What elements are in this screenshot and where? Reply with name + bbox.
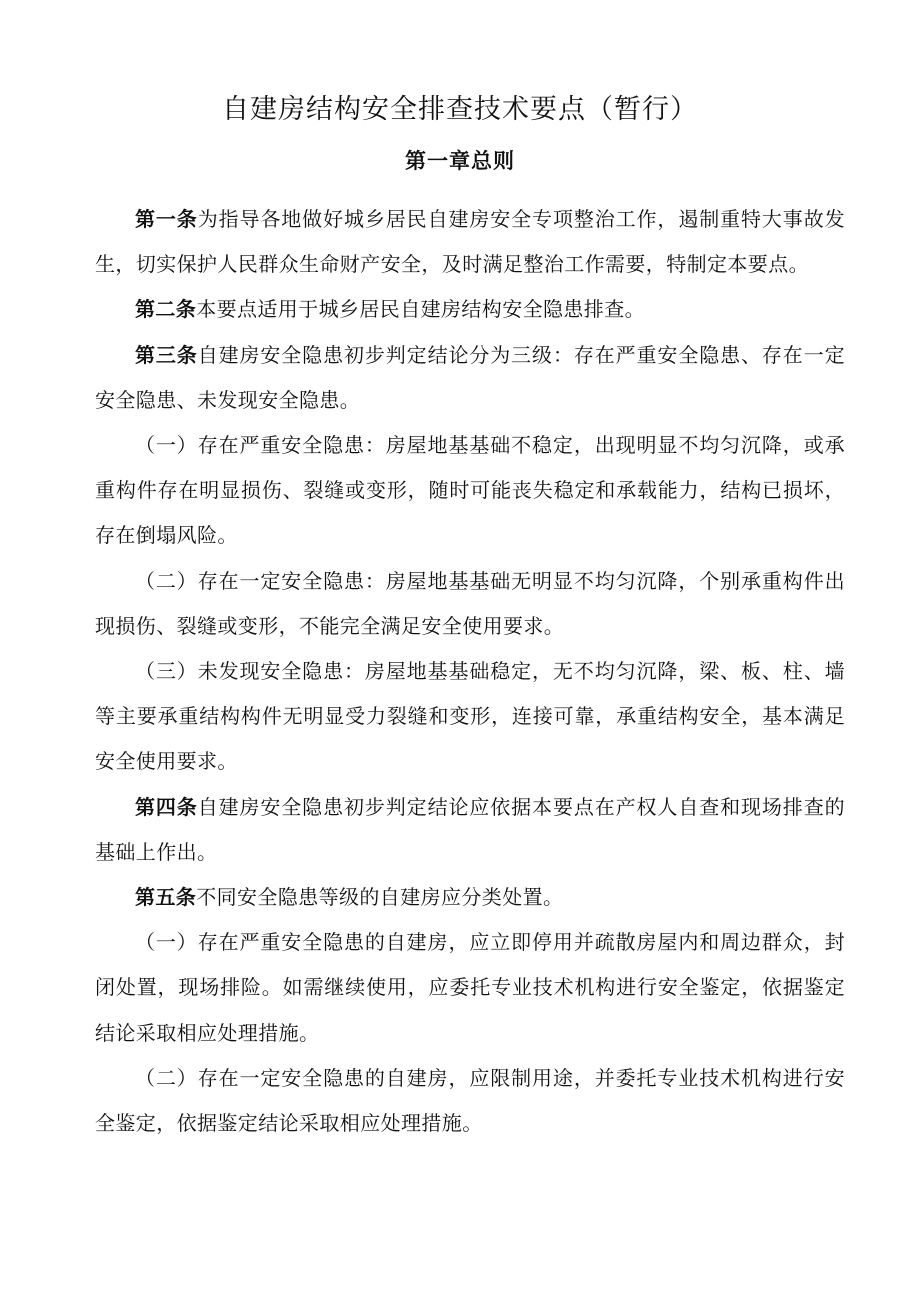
article-label: 第三条 [135, 342, 198, 367]
item-text: （二）存在一定安全隐患的自建房，应限制用途，并委托专业技术机构进行安全鉴定，依据鉴定结论采取相应处理措施。 [95, 1065, 845, 1136]
item-text: （三）未发现安全隐患：房屋地基基础稳定，无不均匀沉降，梁、板、柱、墙等主要承重结构构件无明显受力裂缝和变形，连接可靠，承重结构安全，基本满足安全使用要求。 [95, 659, 845, 774]
article-5-item-2 [95, 1056, 845, 1146]
article-4 [95, 785, 845, 875]
article-3-item-3 [95, 649, 845, 785]
item-text: （二）存在一定安全隐患：房屋地基基础无明显不均匀沉降，个别承重构件出现损伤、裂缝或变形，不能完全满足安全使用要求。 [95, 568, 845, 638]
article-text: 不同安全隐患等级的自建房应分类处置。 [196, 885, 564, 910]
article-3-item-2 [95, 559, 845, 649]
item-text: （一）存在严重安全隐患：房屋地基基础不稳定，出现明显不均匀沉降，或承重构件存在明显损伤、裂缝或变形，随时可能丧失稳定和承载能力，结构已损坏，存在倒塌风险。 [95, 433, 845, 548]
article-text: 自建房安全隐患初步判定结论应依据本要点在产权人自查和现场排查的基础上作出。 [95, 794, 846, 864]
article-label: 第二条 [135, 297, 197, 322]
article-text: 本要点适用于城乡居民自建房结构安全隐患排查。 [196, 297, 646, 322]
article-1 [95, 197, 845, 287]
article-label: 第一条 [135, 207, 198, 231]
chapter-title: 第一章总则 [405, 149, 515, 173]
article-text: 自建房安全隐患初步判定结论分为三级：存在严重安全隐患、存在一定安全隐患、未发现安全隐患。 [95, 342, 846, 412]
item-text: （一）存在严重安全隐患的自建房，应立即停用并疏散房屋内和周边群众，封闭处置，现场排险。如需继续使用，应委托专业技术机构进行安全鉴定，依据鉴定结论采取相应处理措施。 [95, 930, 845, 1045]
document-title: 自建房结构安全排查技术要点（暂行） [222, 94, 698, 125]
article-3 [95, 333, 845, 423]
article-text: 为指导各地做好城乡居民自建房安全专项整治工作，遏制重特大事故发生，切实保护人民群众生命财产安全，及时满足整治工作需要，特制定本要点。 [95, 207, 846, 277]
article-2 [95, 287, 845, 332]
article-label: 第四条 [135, 794, 198, 819]
article-label: 第五条 [135, 885, 197, 910]
article-5 [95, 875, 845, 920]
article-5-item-1 [95, 920, 845, 1056]
document-body [95, 197, 845, 1146]
article-3-item-1 [95, 423, 845, 559]
